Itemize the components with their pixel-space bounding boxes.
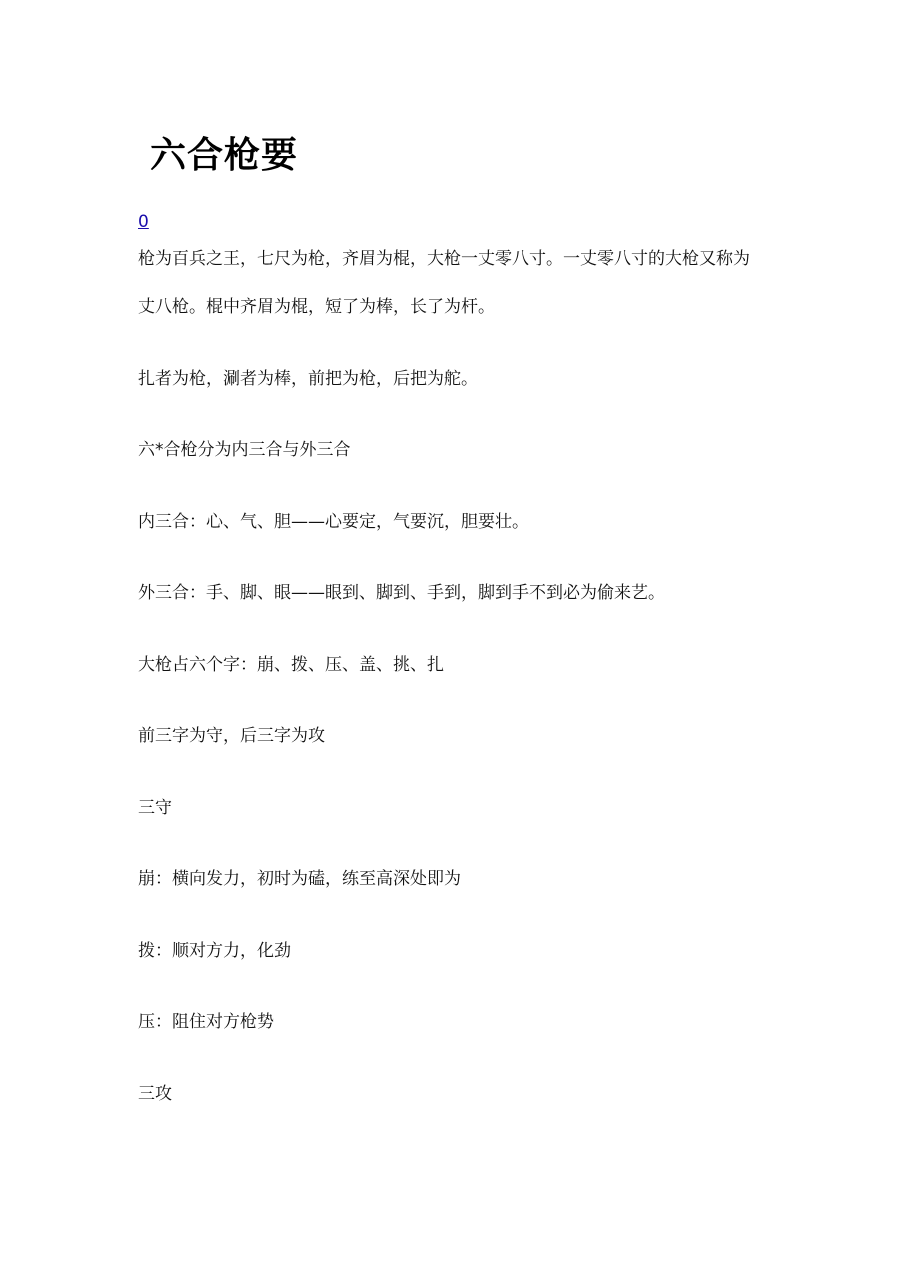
document-title: 六合枪要 bbox=[150, 135, 299, 176]
paragraph: 外三合：手、脚、眼——眼到、脚到、手到，脚到手不到必为偷来艺。 bbox=[138, 583, 665, 603]
paragraph: 拨：顺对方力，化劲 bbox=[138, 941, 291, 961]
section-heading-defense: 三守 bbox=[138, 798, 172, 818]
paragraph-line: 枪为百兵之王，七尺为枪，齐眉为棍，大枪一丈零八寸。一丈零八寸的大枪又称为 bbox=[138, 249, 750, 269]
section-heading-attack: 三攻 bbox=[138, 1084, 172, 1104]
paragraph: 六*合枪分为内三合与外三合 bbox=[138, 440, 351, 460]
reference-link[interactable]: 0 bbox=[138, 212, 149, 232]
paragraph: 前三字为守，后三字为攻 bbox=[138, 726, 325, 746]
paragraph: 崩：横向发力，初时为磕，练至高深处即为 bbox=[138, 869, 461, 889]
paragraph: 压：阻住对方枪势 bbox=[138, 1012, 274, 1032]
paragraph: 扎者为枪，涮者为棒，前把为枪，后把为舵。 bbox=[138, 369, 478, 389]
paragraph-line: 丈八枪。棍中齐眉为棍，短了为棒，长了为杆。 bbox=[138, 297, 495, 317]
paragraph: 大枪占六个字：崩、拨、压、盖、挑、扎 bbox=[138, 655, 444, 675]
paragraph: 内三合：心、气、胆——心要定，气要沉，胆要壮。 bbox=[138, 512, 529, 532]
